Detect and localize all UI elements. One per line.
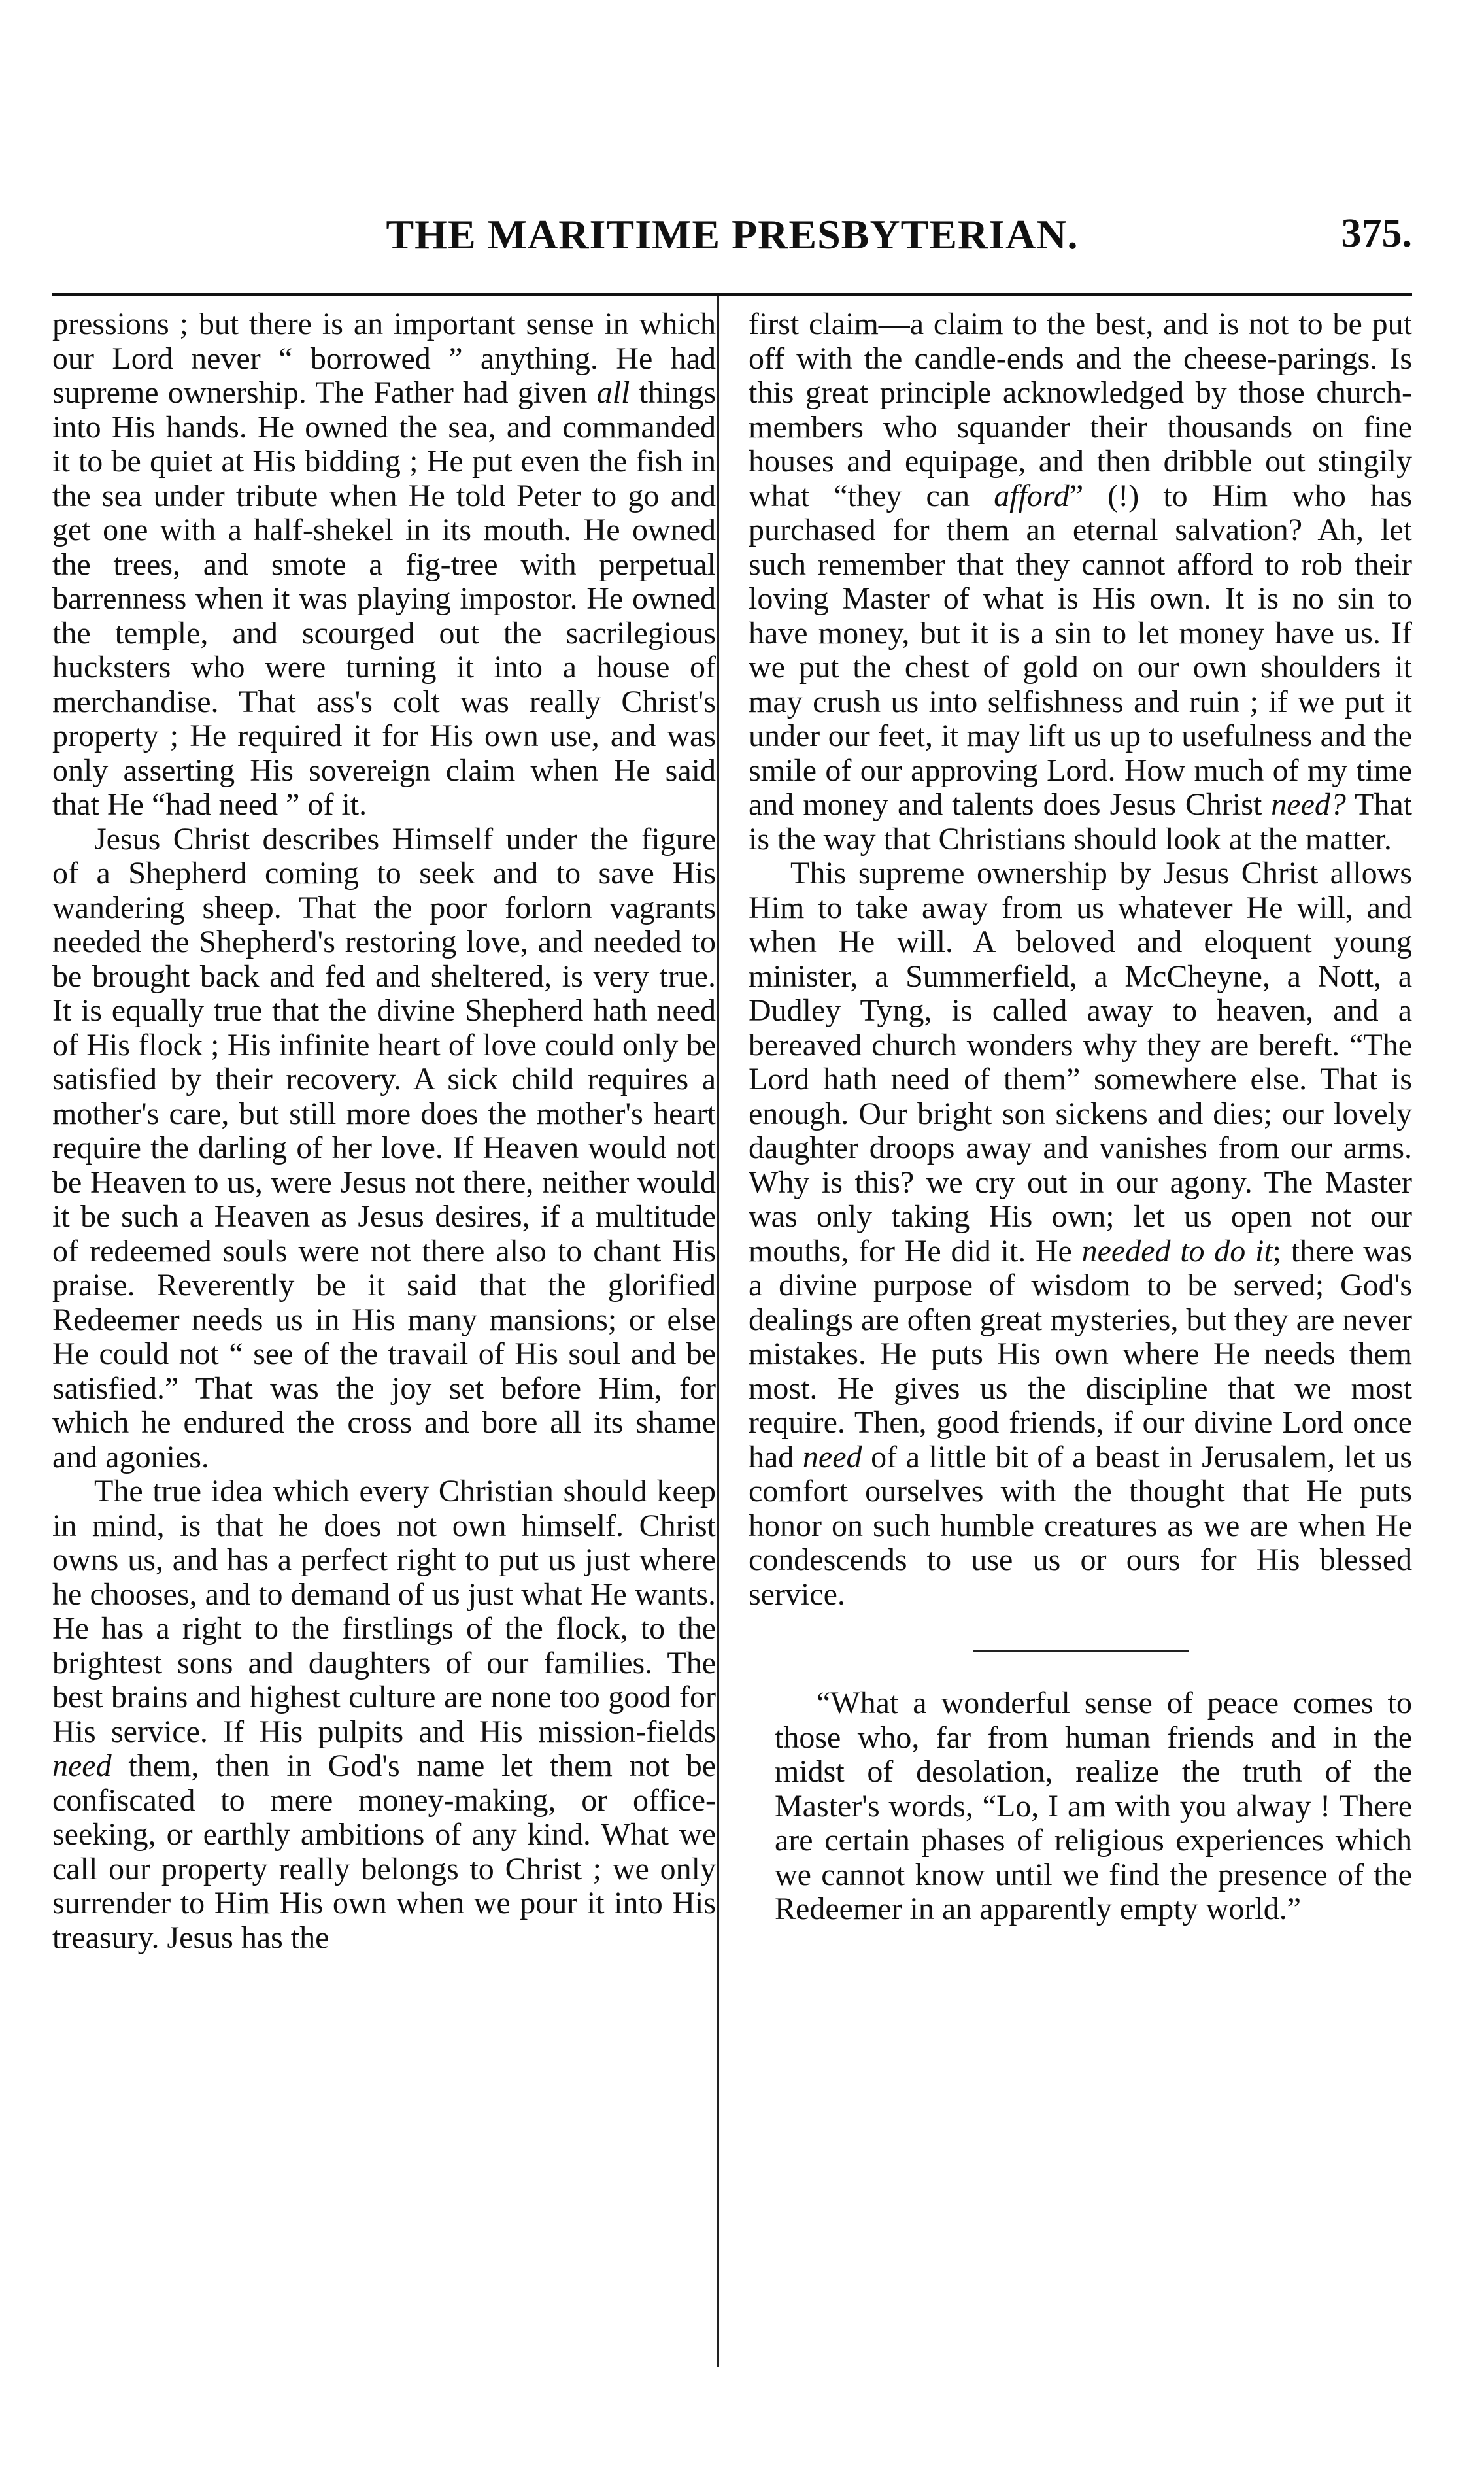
paragraph-supreme-ownership: This supreme ownership by Jesus Christ allows Him to take away from us whatever He will, and when He will. A beloved and eloquent young minister, a Summerfield, a McCheyne, a Nott, a Dudley Tyng, is called away to heaven, and a bereaved church wonders why they are bereft. “The Lord hath need of them” somewhere else. That is enough. Our bright son sickens and dies; our lovely daughter droops away and vanishes from our arms. Why is this? we cry out in our agony. The Master was only taking His own; let us open not our mouths, for He did it. He needed to do it; there was a divine purpose of wisdom to be served; God's dealings are often great mysteries, but they are never mistakes. He puts His own where He needs them most. He gives us the discipline that we most require. Then, good friends, if our divine Lord once had need of a little bit of a beast in Jerusalem, let us comfort ourselves with the thought that He puts honor on such humble creatures as we are when He condescends to use us or ours for His blessed service. [749,856,1413,1612]
column-divider [717,296,719,2367]
header-rule [52,293,1412,296]
emphasis-needed-to-do-it: needed to do it [1081,1233,1273,1268]
paragraph-true-idea: The true idea which every Christian should keep in mind, is that he does not own himself. Christ owns us, and has a perfect right to put us just where he chooses, and to demand of us just what He wants. He has a right to the firstlings of the flock, to the brightest sons and daughters of our families. The best brains and highest culture are none too good for His service. If His pulpits and His mission-fields need them, then in God's name let them not be confiscated to mere money-making, or office-seeking, or earthly ambitions of any kind. What we call our property really belongs to Christ ; we only surrender to Him His own when we pour it into His treasury. Jesus has the [52,1474,716,1955]
right-column [749,307,1412,1927]
quotation-block [749,1686,1412,1927]
paragraph-ownership: pressions ; but there is an important sense in which our Lord never “ borrowed ” anything. He had supreme ownership. The Father had given all things into His hands. He owned the sea, and commanded it to be quiet at His bidding ; He put even the fish in the sea under tribute when He told Peter to go and get one with a half-shekel in its mouth. He owned the trees, and smote a fig-tree with perpetual barrenness when it was playing impostor. He owned the temple, and scourged out the sacrilegious hucksters who were turning it into a house of merchandise. That ass's colt was really Christ's property ; He required it for His own use, and was only asserting His sovereign claim when He said that He “had need ” of it. [52,307,717,822]
page-number: 375. [1341,211,1412,256]
emphasis-all: all [596,375,630,410]
quotation-text: “What a wonderful sense of peace comes to those who, far from human friends and in the midst of desolation, realize the truth of the Master's words, “Lo, I am with you alway ! There are certain phases of religious experiences which we cannot know until we find the presence of the Redeemer in an apparently empty world.” [775,1686,1412,1926]
left-column [52,307,716,1955]
running-title: THE MARITIME PRESBYTERIAN. [386,211,1079,258]
emphasis-need-question: need? [1271,787,1346,822]
paragraph-shepherd: Jesus Christ describes Himself under the figure of a Shepherd coming to seek and to save His wandering sheep. That the poor forlorn vagrants needed the Shepherd's restoring love, and needed to be brought back and fed and sheltered, is very true. It is equally true that the divine Shepherd hath need of His flock ; His infinite heart of love could only be satisfied by their recovery. A sick child requires a mother's care, but still more does the mother's heart require the darling of her love. If Heaven would not be Heaven to us, were Jesus not there, neither would it be such a Heaven as Jesus desires, if a multitude of redeemed souls were not there also to chant His praise. Reverently be it said that the glorified Redeemer needs us in His many mansions; or else He could not “ see of the travail of His soul and be satisfied.” That was the joy set before Him, for which he endured the cross and bore all its shame and agonies. [52,821,716,1474]
emphasis-afford: afford [994,478,1070,513]
section-separator [973,1650,1189,1652]
emphasis-need-2: need [802,1439,862,1474]
page-header [52,211,1412,269]
emphasis-need: need [52,1748,112,1783]
paragraph-first-claim: first claim—a claim to the best, and is not to be put off with the candle-ends and the cheese-parings. Is this great principle acknowledged by those church-members who squander their thousands on fine houses and equipage, and then dribble out stingily what “they can afford” (!) to Him who has purchased for them an eternal salvation? Ah, let such remember that they cannot afford to rob their loving Master of what is His own. It is no sin to have money, but it is a sin to let money have us. If we put the chest of gold on our own shoulders it may crush us into selfishness and ruin ; if we put it under our feet, it may lift us up to usefulness and the smile of our approving Lord. How much of my time and money and talents does Jesus Christ need? That is the way that Christians should look at the matter. [749,307,1413,857]
